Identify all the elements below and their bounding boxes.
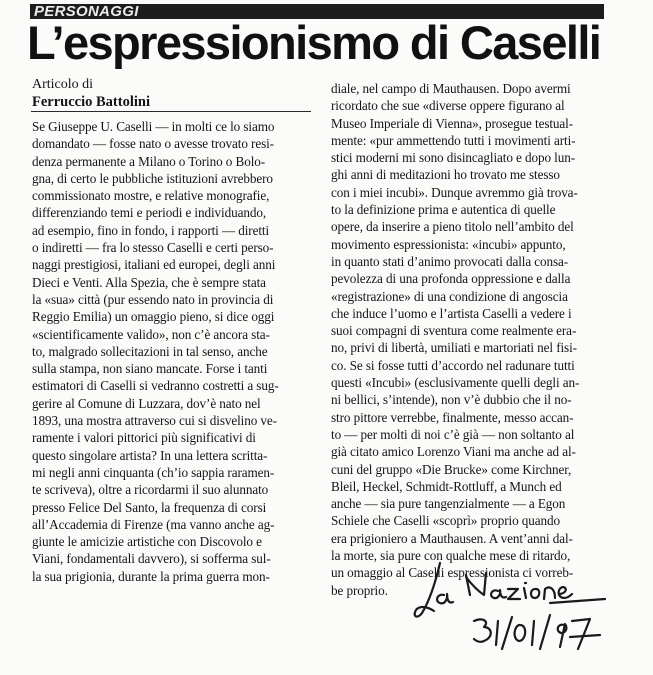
section-label: PERSONAGGI — [34, 3, 139, 20]
text-line: «scientificamente valido», non c’è ancora sta- — [32, 326, 270, 342]
text-line: naggi prestigiosi, italiani ed europei, degli anni — [32, 257, 276, 273]
text-line: un omaggio al Caselli espressionista ci vorreb- — [331, 565, 574, 581]
text-line: movimento espressionista: «incubi» appunto, — [331, 236, 566, 252]
text-line: be proprio. — [331, 582, 388, 598]
text-line: gerire al Comune di Luzzara, dov’è nato nel — [32, 395, 261, 411]
text-line: presso Felice Del Santo, la frequenza di corsi — [32, 499, 267, 515]
text-line: denza permanente a Milano o Torino o Bolo- — [32, 153, 266, 169]
text-line: era prigioniero a Mauthausen. A vent’anni dal- — [331, 530, 573, 546]
text-line: stici moderni mi sono disincagliato e dopo lun- — [331, 150, 575, 166]
text-line: no, privi di libertà, umiliati e martoriati nel fisi- — [331, 340, 577, 356]
text-line: Bleil, Heckel, Schmidt-Rottluff, a Munch ed — [331, 478, 562, 494]
text-line: diale, nel campo di Mauthausen. Dopo avermi — [331, 81, 571, 96]
text-line: giunte le amicizie artistiche con Discovolo e — [32, 534, 262, 550]
text-line: Schiele che Caselli «scoprì» proprio quando — [331, 513, 560, 529]
text-line: questi «Incubi» (esclusivamente quelli degli an- — [331, 375, 580, 391]
text-line: to, malgrado sollecitazioni in tal senso, anche — [32, 343, 268, 359]
text-line: Reggio Emilia) un omaggio pieno, si dice oggi — [32, 309, 275, 325]
text-line: pevolezza di una profonda oppressione e dalla — [331, 271, 571, 287]
byline-author: Ferruccio Battolini — [32, 94, 150, 110]
text-line: mente: «pur ammettendo tutti i movimenti arti- — [331, 132, 576, 148]
text-line: mi negli anni cinquanta (ch’io sappia raramen- — [32, 464, 275, 480]
text-line: Se Giuseppe U. Caselli — in molti ce lo siamo — [32, 119, 275, 134]
text-line: co. Se si fosse tutti d’accordo nel radunare tutti — [331, 357, 575, 373]
text-line: la morte, sia pure con qualche mese di ritardo, — [331, 548, 571, 564]
text-line: già citato amico Lorenzo Viani ma anche ad al- — [331, 444, 576, 460]
text-line: Dieci e Venti. Alla Spezia, che è sempre stata — [32, 274, 266, 290]
text-line: commissionato mostre, e relative monografie, — [32, 188, 270, 204]
text-line: Viani, fondamentali davvero), si sofferma sul- — [32, 551, 271, 567]
article-column-1 — [32, 118, 279, 585]
text-line: all’Accademia di Firenze (ma vanno anche ag- — [32, 516, 275, 532]
text-line: ramente i valori pittorici più significativi di — [32, 430, 256, 446]
text-line: la sua prigionia, durante la prima guerra mon- — [32, 568, 270, 584]
text-line: «registrazione» di una condizione di angoscia — [331, 288, 568, 304]
text-line: anche — sia pure tangenzialmente — a Egon — [331, 496, 566, 512]
text-line: cuni del gruppo «Die Brucke» come Kirchner, — [331, 461, 572, 477]
text-line: domandato — fosse nato o avesse trovato resi- — [32, 136, 274, 152]
text-line: ricordato che sue «diverse oppere figurano al — [331, 98, 565, 114]
text-line: to — per molti di noi c’è già — non soltanto al — [331, 426, 575, 442]
byline-rule — [31, 111, 311, 112]
text-line: che induce l’uomo e l’artista Caselli a vedere i — [331, 305, 572, 321]
text-line: estimatori di Caselli si vedranno costretti a sug- — [32, 378, 279, 394]
article-headline: L’espressionismo di Caselli — [27, 16, 601, 69]
text-line: ghi anni di meditazioni ho trovato me stesso — [331, 167, 560, 183]
text-line: ni bellici, s’intende), non v’è dubbio che il no- — [331, 392, 572, 408]
byline-label: Articolo di — [32, 77, 94, 92]
text-line: ad esempio, fino in fondo, i rapporti — diretti — [32, 222, 270, 238]
text-line: differenziando temi e periodi e individuando, — [32, 205, 267, 221]
text-line: suoi compagni di sventura come realmente era- — [331, 323, 577, 339]
text-line: con i miei incubi». Dunque avremmo già trova- — [331, 184, 578, 200]
text-line: in quanto stati d’animo provocati dalla consa- — [331, 253, 569, 269]
handwritten-signature — [400, 555, 615, 665]
text-line: Museo Imperiale di Vienna», prosegue testual- — [331, 115, 574, 131]
text-line: sulla stampa, non siano mancate. Forse i tanti — [32, 361, 268, 377]
article-column-2 — [331, 80, 579, 599]
text-line: te scriveva), oltre a ricordarmi il suo alunnato — [32, 482, 269, 498]
text-line: gna, di certo le pubbliche istituzioni avrebbero — [32, 170, 273, 186]
text-line: to la definizione prima e autentica di quelle — [331, 202, 556, 218]
text-line: stro pittore verrebbe, finalmente, messo accan- — [331, 409, 574, 425]
text-line: o indiretti — fra lo stesso Caselli e certi perso- — [32, 240, 274, 256]
text-line: la «sua» città (pur essendo nato in provincia di — [32, 291, 274, 307]
text-line: questo singolare artista? In una lettera scritta- — [32, 447, 268, 463]
text-line: opere, da inserire a pieno titolo nell’ambito del — [331, 219, 574, 235]
text-line: 1893, una mostra attraverso cui si disvelino ve- — [32, 413, 277, 429]
